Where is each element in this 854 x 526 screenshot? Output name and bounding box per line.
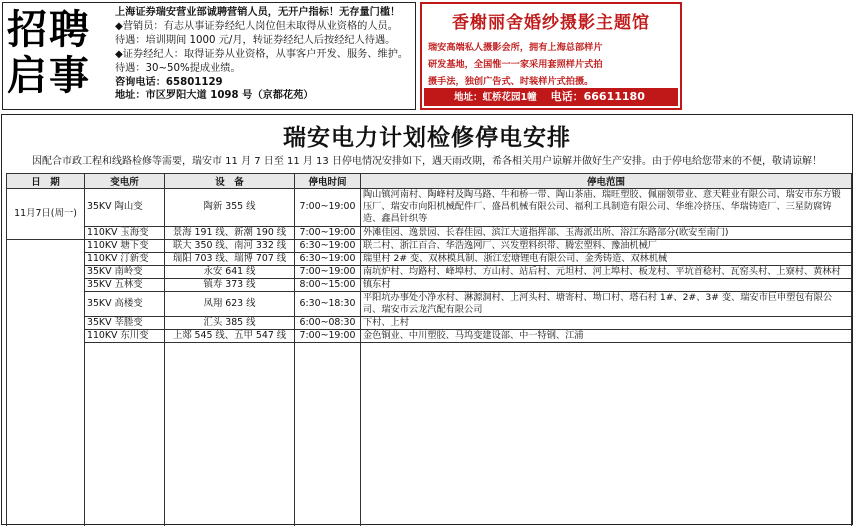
equipment-cell: 汇头 385 线 [165,317,295,330]
recruit-address: 地址：市区罗阳大道 1098 号（京都花苑） [115,90,314,102]
table-row [7,278,852,291]
substation-cell: 110KV 玉海变 [85,226,165,239]
wedding-ad-address: 地址：虹桥花园1幢 [454,92,537,103]
table-row [7,265,852,278]
recruitment-ad-body [115,6,415,103]
date-cell [7,239,85,526]
outage-area-cell: 联二村、浙江百合、华浩逸网厂、兴发塑料织带、腾宏塑料、豫油机械厂 [361,239,852,252]
notice-title: 瑞安电力计划检修停电安排 [283,124,571,151]
outage-time-cell: 7:00~19:00 [295,330,361,343]
outage-area-cell: 平阳坑办事处小净水村、淋源洞村、上河头村、塘寄村、坳口村、塔石村 1#、2#、3# 变、瑞安市巨申塑包有限公司、瑞安市云龙汽配有限公司 [361,291,852,316]
table-header-row [7,174,852,189]
substation-cell: 35KV 南岭变 [85,265,165,278]
outage-notice [1,114,853,525]
recruit-title-line2: 启事 [7,52,91,99]
outage-time-cell: 8:00~15:00 [295,278,361,291]
table-row [7,226,852,239]
equipment-cell: 上郯 545 线、五甲 547 线 [165,330,295,343]
wedding-ad-line: 研发基地，全国惟一一家采用套照样片式拍 [428,59,603,70]
equipment-cell: 景海 191 线、新潮 190 线 [165,226,295,239]
outage-time-cell: 7:00~19:00 [295,226,361,239]
outage-time-cell: 6:30~19:00 [295,252,361,265]
substation-cell: 35KV 陶山变 [85,189,165,227]
substation-cell: 110KV 东川变 [85,330,165,343]
table-row [7,343,852,526]
recruit-phone: 咨询电话：65801129 [115,76,223,88]
substation-cell: 110KV 塘下变 [85,239,165,252]
header-outage-area: 停电范围 [361,174,852,189]
table-row [7,330,852,343]
table-row [7,189,852,227]
table-row [7,239,852,252]
header-substation: 变电所 [85,174,165,189]
wedding-ad-phone: 电话：66611180 [550,90,645,103]
header-date: 日 期 [7,174,85,189]
outage-time-cell: 6:00~08:30 [295,317,361,330]
outage-area-cell: 镇东村 [361,278,852,291]
equipment-cell [295,343,361,526]
table-body [7,189,852,526]
equipment-cell: 瑞阳 703 线、瑞博 707 线 [165,252,295,265]
wedding-ad-title: 香榭丽舍婚纱摄影主题馆 [452,13,650,33]
recruit-title-line1: 招聘 [7,6,91,53]
recruit-line: ◆营销员：有志从事证券经纪人岗位但未取得从业资格的人员。 [115,20,398,32]
date-cell: 11月7日(周一) [7,189,85,240]
substation-cell: 35KV 莘塍变 [85,317,165,330]
table-row [7,252,852,265]
outage-time-cell: 7:00~19:00 [295,189,361,227]
equipment-cell: 镇寿 373 线 [165,278,295,291]
outage-time-cell: 7:00~19:00 [295,265,361,278]
substation-cell [165,343,295,526]
table-row [7,317,852,330]
recruit-line: 待遇：30~50%提成业绩。 [115,62,241,74]
outage-schedule-table [6,173,852,526]
recruitment-ad [2,2,416,110]
header-outage-time: 停电时间 [295,174,361,189]
equipment-cell: 陶新 355 线 [165,189,295,227]
header-equipment: 设 备 [165,174,295,189]
wedding-ad-contact-bar [424,88,678,106]
recruit-line: 上海证券瑞安营业部诚聘营销人员，无开户指标！无存量门槛！ [115,7,401,18]
wedding-ad-line: 瑞安高端私人摄影会所，拥有上海总部样片 [428,42,603,53]
outage-time-cell: 6:30~18:30 [295,291,361,316]
outage-time-cell: 6:30~19:00 [295,239,361,252]
recruit-line: ◆证券经纪人：取得证券从业资格，从事客户开发、服务、维护。 [115,48,409,60]
recruit-line: 待遇：培训期间 1000 元/月，转证券经纪人后按经纪人待遇。 [115,34,396,46]
outage-area-cell: 外滩佳园、逸景园、长春佳园、滨江大道指挥部、玉海派出所、浴江东路部分(欧安至南门) [361,226,852,239]
outage-area-cell: 瑞里村 2# 变、双林模具制、浙江宏塘锂电有限公司、金秀铸造、双林机械 [361,252,852,265]
outage-area-cell: 陶山镇河南村、陶峰村及陶马路、牛和桥一带、陶山茶庙、瑞旺塑胶、佩丽领带业、意天鞋业有限公司、瑞安市东方锻压厂、瑞安市向阳机械配件厂、盛昌机械有限公司、福利工具制造有限公司、华维冷挤压、华瑞铸造厂、三星防腐铸造、鑫昌针织等 [361,189,852,227]
outage-area-cell: 下村、上村 [361,317,852,330]
wedding-ad-body [428,39,676,90]
recruitment-ad-title [7,7,105,105]
wedding-photo-ad [420,2,682,110]
table-row [7,291,852,316]
equipment-cell: 联大 350 线、南河 332 线 [165,239,295,252]
date-cell [85,343,165,526]
substation-cell: 35KV 高楼变 [85,291,165,316]
outage-area-cell: 南坑炉村、均路村、峰埠村、方山村、站后村、元坦村、河上埠村、板龙村、平坑首稔村、瓦窑头村、上寮村、黄林村 [361,265,852,278]
notice-intro: 因配合市政工程和线路检修等需要，瑞安市 11 月 7 日至 11 月 13 日停电情况安排如下，遇天雨改期，希各相关用户谅解并做好生产安排。由于停电给您带来的不便，敬请谅解！ [32,156,822,167]
equipment-cell: 永安 641 线 [165,265,295,278]
equipment-cell: 凤翔 623 线 [165,291,295,316]
outage-area-cell: 金色铜业、中川塑胶、马坞变建设部、中一特钢、江浦 [361,330,852,343]
wedding-ad-line: 摄手法，独创广告式、时装样片式拍摄。 [428,76,594,87]
substation-cell: 110KV 汀新变 [85,252,165,265]
outage-time-cell [361,343,852,526]
substation-cell: 35KV 五林变 [85,278,165,291]
